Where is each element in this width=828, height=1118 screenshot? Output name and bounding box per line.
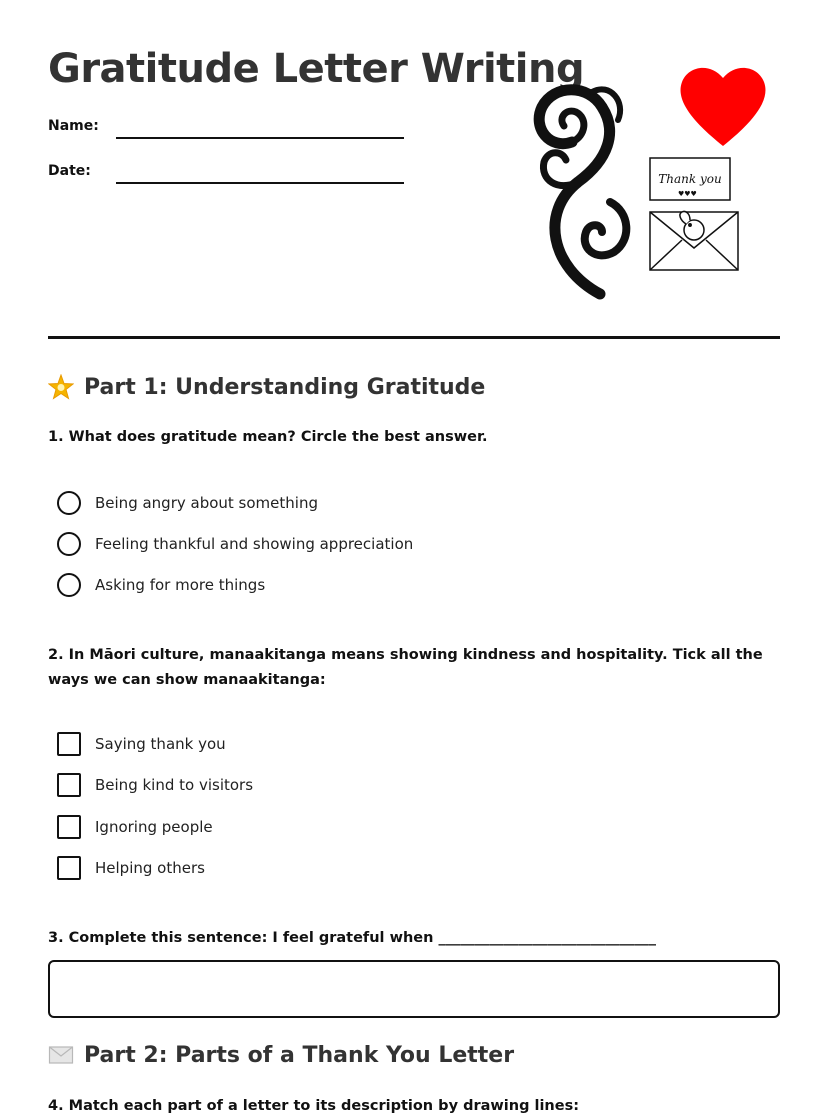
radio-circle[interactable] [57, 532, 81, 556]
date-label: Date: [48, 163, 91, 179]
envelope-icon [48, 1042, 74, 1068]
option-label: Being angry about something [95, 494, 318, 512]
name-line[interactable] [116, 137, 404, 139]
option-label: Helping others [95, 859, 205, 877]
question-4: 4. Match each part of a letter to its description by drawing lines: [48, 1098, 580, 1114]
radio-circle[interactable] [57, 573, 81, 597]
q3-answer-box[interactable] [48, 960, 780, 1018]
part1-heading [48, 374, 485, 400]
heart-icon [681, 68, 766, 146]
option-label: Ignoring people [95, 818, 213, 836]
checkbox[interactable] [57, 732, 81, 756]
q2-option-4[interactable] [57, 856, 205, 880]
question-1: 1. What does gratitude mean? Circle the best answer. [48, 429, 488, 445]
koru-swirl-icon [539, 89, 626, 294]
svg-text:♥♥♥: ♥♥♥ [678, 190, 697, 198]
name-label: Name: [48, 118, 99, 134]
option-label: Asking for more things [95, 576, 266, 594]
decorative-illustration [530, 62, 780, 302]
part2-heading [48, 1042, 514, 1068]
part1-heading-text: Part 1: Understanding Gratitude [84, 374, 486, 400]
svg-text:Thank you: Thank you [658, 172, 722, 186]
part2-heading-text: Part 2: Parts of a Thank You Letter [84, 1042, 515, 1068]
q2-option-1[interactable] [57, 732, 226, 756]
star-icon [48, 374, 74, 400]
question-2: 2. In Māori culture, manaakitanga means showing kindness and hospitality. Tick all the ways we can show manaakitanga: [48, 647, 763, 688]
radio-circle[interactable] [57, 491, 81, 515]
option-label: Saying thank you [95, 735, 226, 753]
q1-option-2[interactable] [57, 532, 413, 556]
q2-option-2[interactable] [57, 773, 253, 797]
q1-option-1[interactable] [57, 491, 318, 515]
q1-option-3[interactable] [57, 573, 265, 597]
q2-option-3[interactable] [57, 815, 213, 839]
checkbox[interactable] [57, 815, 81, 839]
question-3: 3. Complete this sentence: I feel grateful when ______________________________ [48, 930, 657, 946]
section-divider [48, 336, 780, 339]
date-line[interactable] [116, 182, 404, 184]
checkbox[interactable] [57, 773, 81, 797]
envelope-icon [650, 211, 738, 270]
checkbox[interactable] [57, 856, 81, 880]
worksheet-title: Gratitude Letter Writing [48, 46, 585, 92]
thank-you-card-icon [650, 158, 730, 200]
option-label: Being kind to visitors [95, 776, 254, 794]
option-label: Feeling thankful and showing appreciation [95, 535, 414, 553]
